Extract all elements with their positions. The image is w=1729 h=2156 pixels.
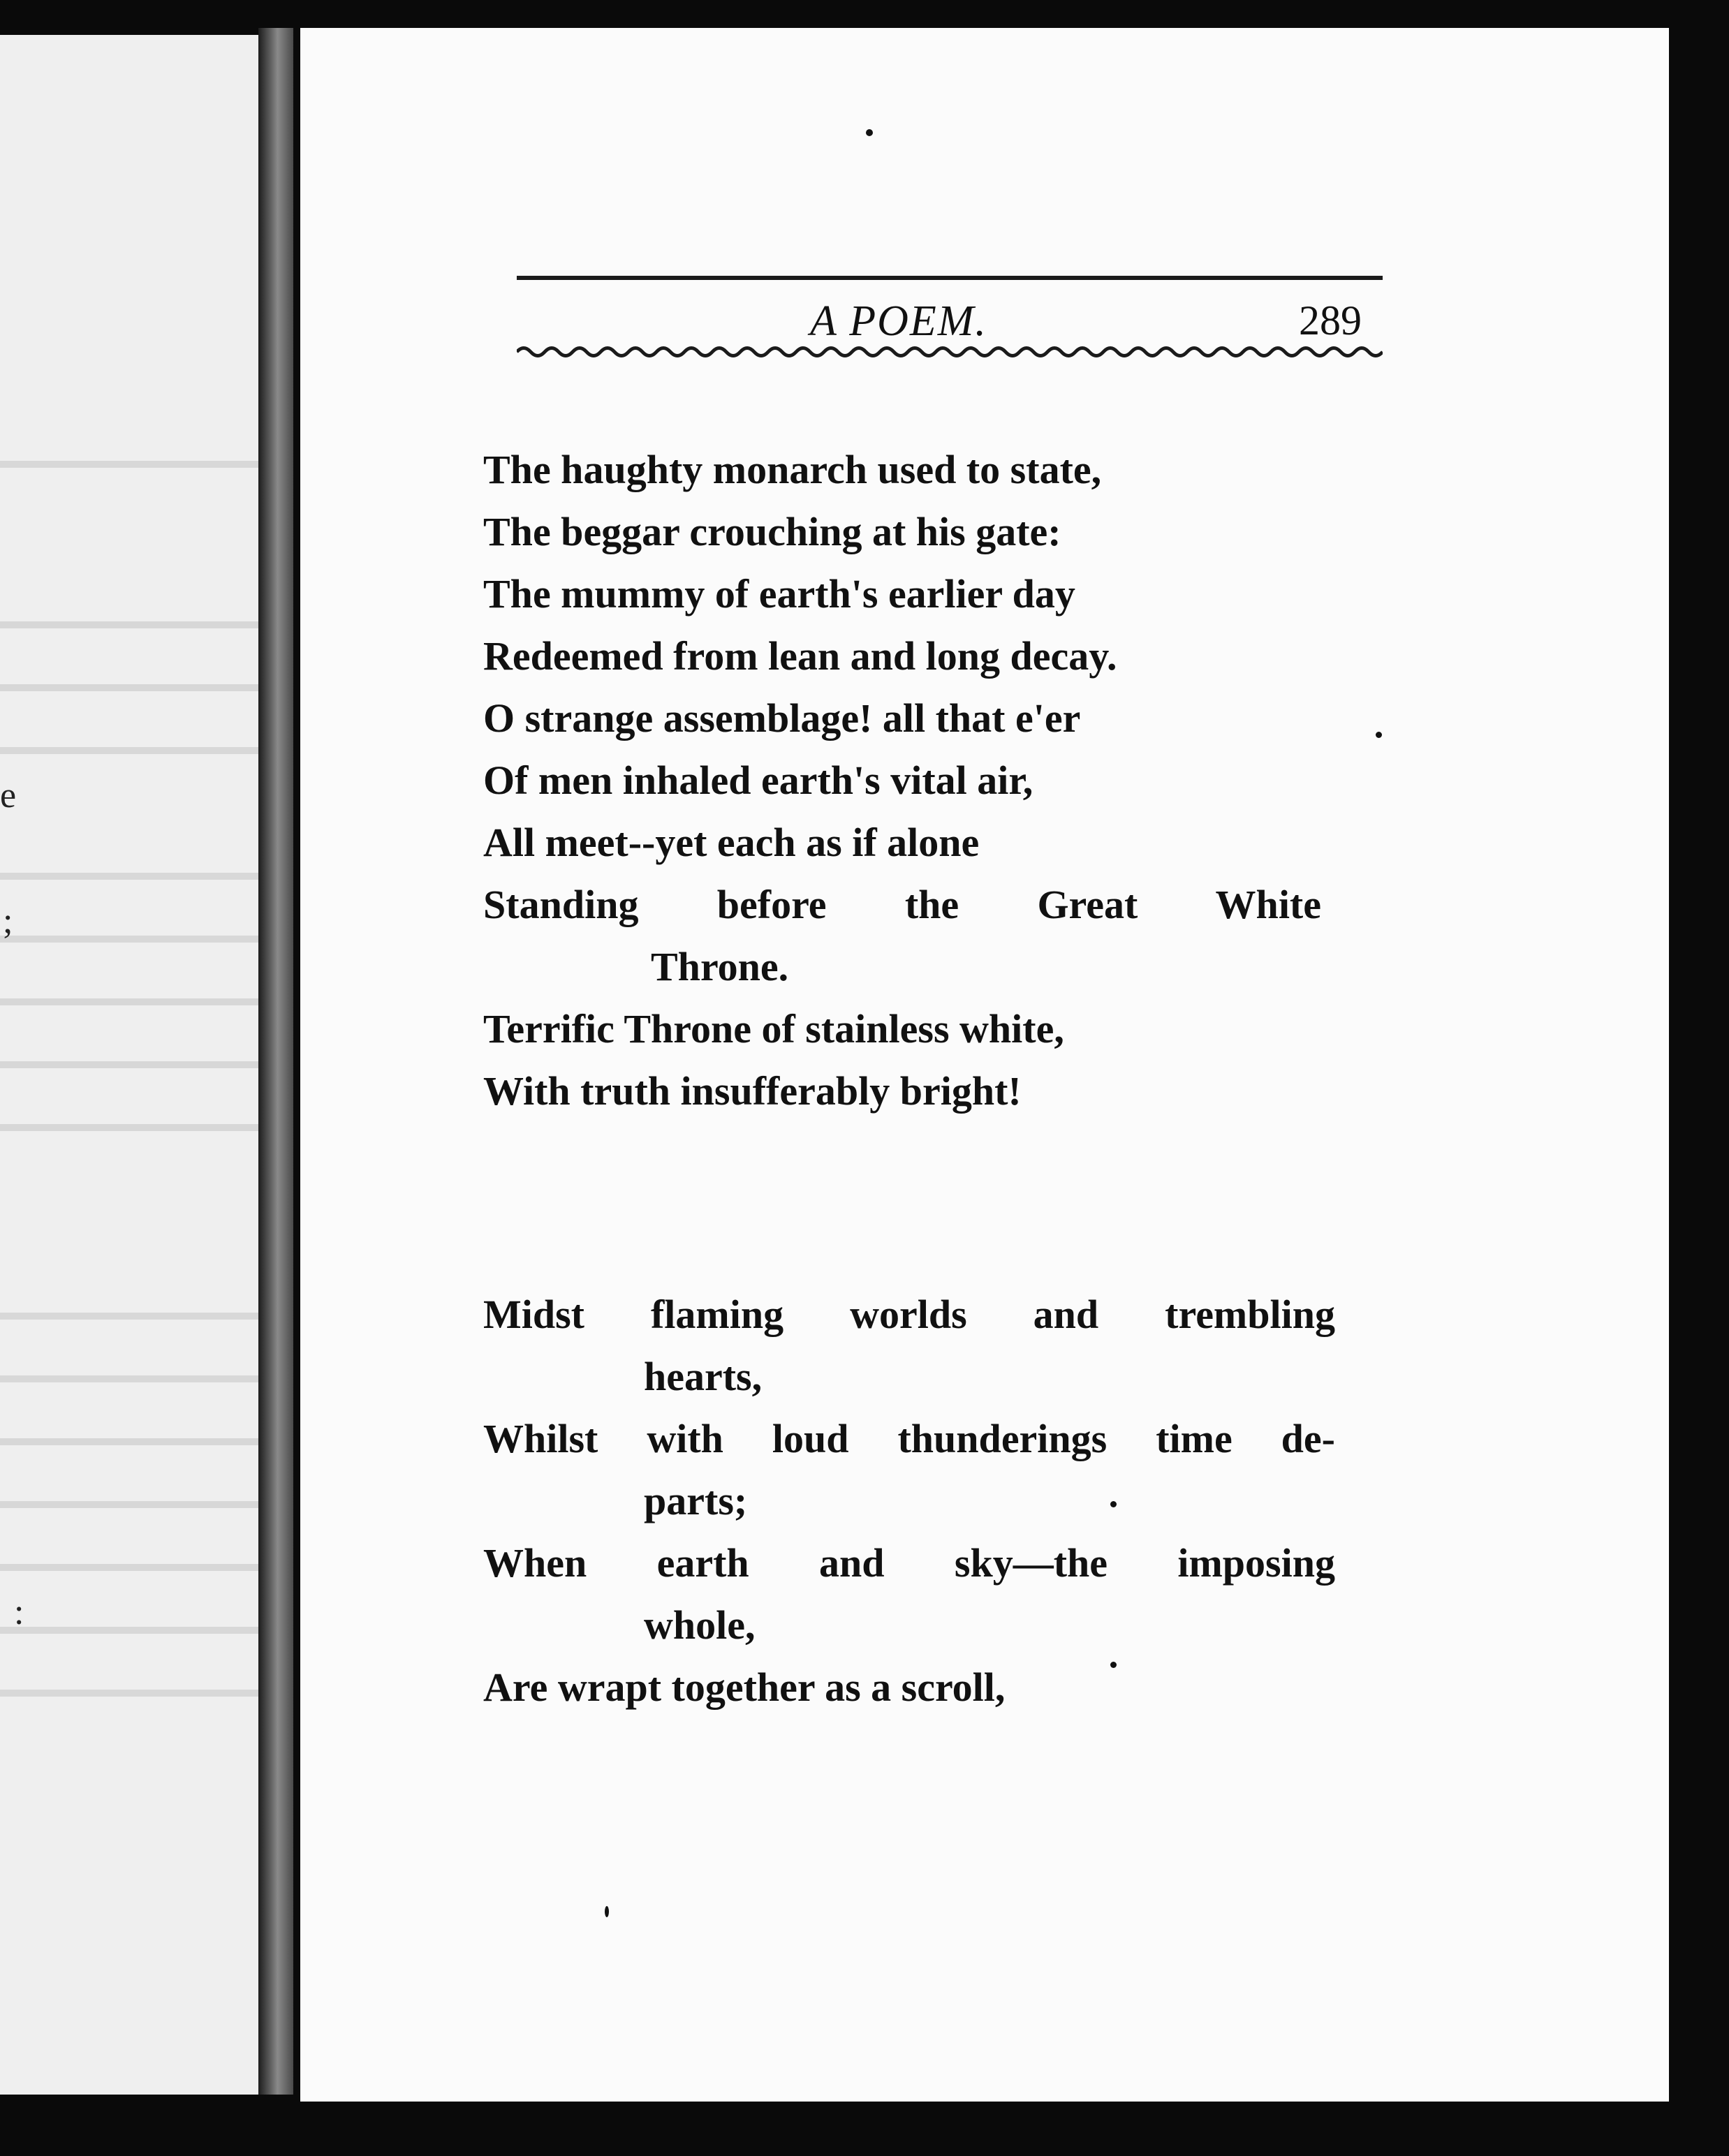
print-speck [866,129,873,136]
poem-line: Whilst with loud thunderings time de- [483,1416,1335,1461]
poem-line: The haughty monarch used to state, [483,447,1102,492]
poem-line: Redeemed from lean and long decay. [483,633,1117,679]
print-speck [605,1906,609,1917]
print-speck [1110,1501,1117,1507]
poem-line-continuation: whole, [644,1602,756,1648]
left-page-bleed-through [0,35,272,2095]
poem-line: Of men inhaled earth's vital air, [483,758,1033,803]
poem-line: Terrific Throne of stainless white, [483,1006,1064,1051]
poem-line: O strange assemblage! all that e'er [483,695,1081,741]
poem-line: All meet--yet each as if alone [483,820,980,865]
poem-line-continuation: Throne. [651,944,789,989]
page-header [517,276,1383,361]
poem-line-continuation: hearts, [644,1354,763,1399]
running-title: A POEM. [810,297,987,345]
poem-line: Are wrapt together as a scroll, [483,1664,1006,1710]
stanza-1 [483,438,1321,1122]
left-page-mark: : [14,1593,24,1632]
left-page-mark: ; [3,901,13,941]
poem-line: With truth insufferably bright! [483,1068,1022,1114]
left-page-mark: e [0,776,17,815]
poem-line: Standing before the Great White [483,882,1321,927]
book-binding-gutter [258,28,293,2095]
page-number: 289 [1299,297,1362,344]
poem-line: The beggar crouching at his gate: [483,509,1061,554]
poem-line: Midst flaming worlds and trembling [483,1292,1335,1337]
print-speck [1110,1662,1117,1668]
print-speck [1376,732,1382,738]
poem-line: The mummy of earth's earlier day [483,571,1075,616]
poem-line-continuation: parts; [644,1478,748,1523]
book-page [300,28,1669,2102]
left-facing-page [0,35,272,2095]
poem-line: When earth and sky—the imposing [483,1540,1335,1586]
stanza-2 [483,1283,1335,1718]
